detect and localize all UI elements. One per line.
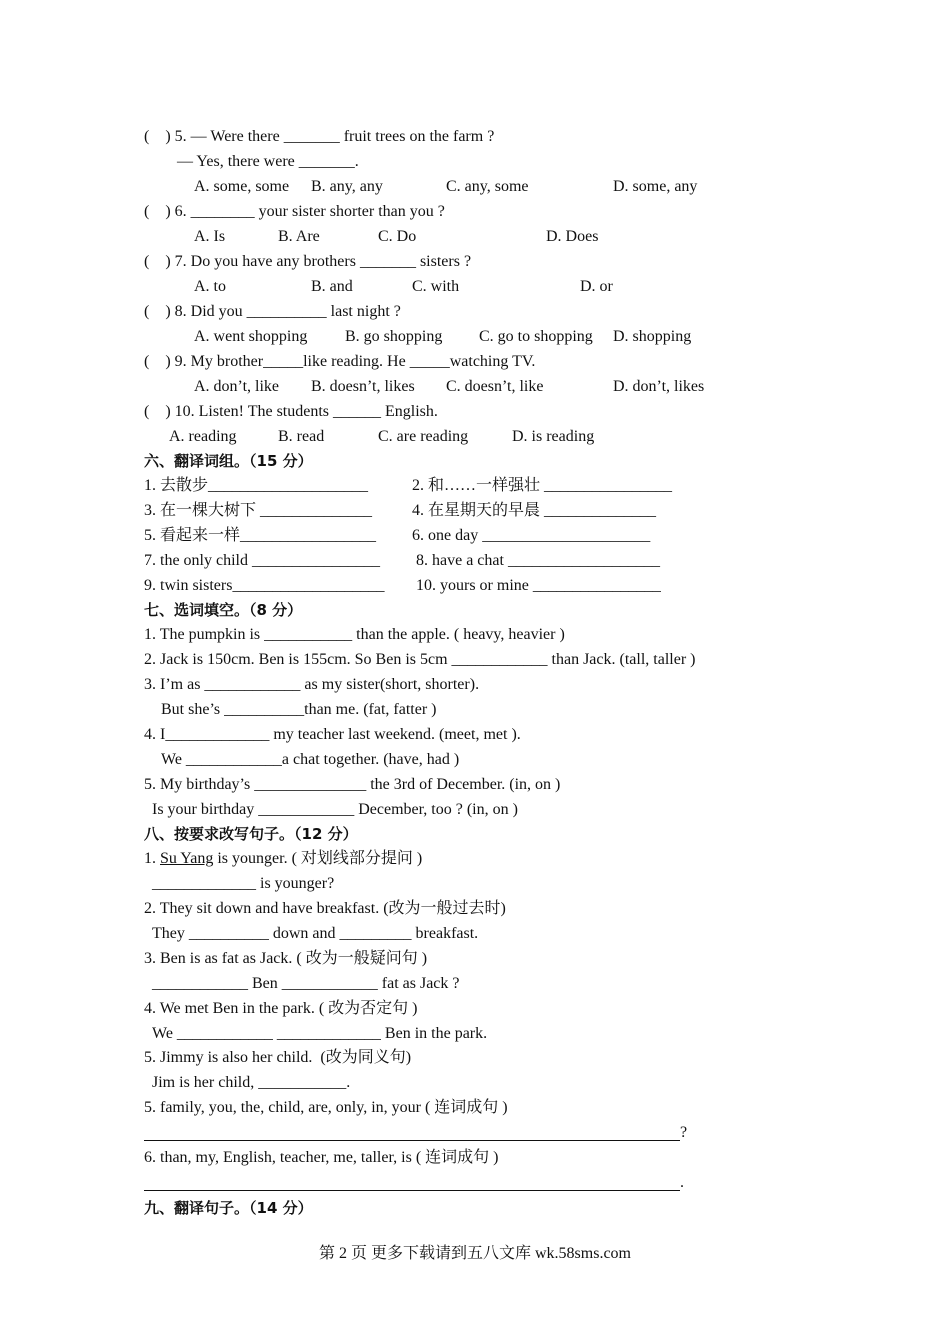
phrase-item: 9. twin sisters___________________ [144,577,385,594]
q9-stem: ( ) 9. My brother_____like reading. He _____watching TV. [144,353,536,370]
phrase-item: 8. have a chat ___________________ [416,552,660,569]
underlined-subject: Su Yang [160,850,214,867]
q5-option-b: B. any, any [311,178,383,195]
q9-option-d: D. don’t, likes [613,378,705,395]
fill-line: 3. I’m as ____________ as my sister(short, shorter). [144,676,480,693]
period-mark: . [680,1174,684,1191]
section-9-heading: 九、翻译句子。（14 分） [144,1199,313,1217]
q7-option-c: C. with [412,278,460,295]
page-footer: 第 2 页 更多下载请到五八文库 wk.58sms.com [318,1245,631,1262]
q1-rest: is younger. ( 对划线部分提问 ) [213,850,423,867]
q5-stem-answer: — Yes, there were _______. [177,153,359,170]
fill-line: 4. I_____________ my teacher last weekend. (meet, met ). [144,726,521,743]
rewrite-line: Jim is her child, ___________. [152,1074,351,1091]
q6-option-c: C. Do [378,228,417,245]
section-7-heading: 七、选词填空。（8 分） [144,601,303,619]
rewrite-line: _____________ is younger? [152,875,335,892]
phrase-item: 2. 和……一样强壮 ________________ [412,477,673,494]
q5-stem: ( ) 5. — Were there _______ fruit trees on the farm ? [144,128,495,145]
q5-option-c: C. any, some [446,178,529,195]
q9-option-a: A. don’t, like [194,378,280,395]
rewrite-line: They __________ down and _________ breakfast. [152,925,479,942]
q10-option-d: D. is reading [512,428,595,445]
answer-rule [144,1140,680,1141]
q6-option-b: B. Are [278,228,320,245]
section-8-heading: 八、按要求改写句子。（12 分） [144,825,358,843]
phrase-item: 3. 在一棵大树下 ______________ [144,502,373,519]
phrase-item: 7. the only child ________________ [144,552,380,569]
q8-option-c: C. go to shopping [479,328,593,345]
rewrite-line: 3. Ben is as fat as Jack. ( 改为一般疑问句 ) [144,950,428,967]
q10-option-a: A. reading [169,428,237,445]
q8-stem: ( ) 8. Did you __________ last night ? [144,303,401,320]
section-6-heading: 六、翻译词组。（15 分） [144,452,313,470]
fill-line: 5. My birthday’s ______________ the 3rd of December. (in, on ) [144,776,561,793]
fill-line: 2. Jack is 150cm. Ben is 155cm. So Ben is 5cm ____________ than Jack. (tall, taller ) [144,651,696,668]
question-mark: ? [680,1124,688,1141]
rewrite-line: 5. family, you, the, child, are, only, in, your ( 连词成句 ) [144,1099,508,1116]
q8-option-b: B. go shopping [345,328,443,345]
q5-option-d: D. some, any [613,178,698,195]
rewrite-line: 6. than, my, English, teacher, me, taller, is ( 连词成句 ) [144,1149,499,1166]
phrase-item: 5. 看起来一样_________________ [144,527,377,544]
phrase-item: 10. yours or mine ________________ [416,577,661,594]
q10-option-c: C. are reading [378,428,469,445]
q10-stem: ( ) 10. Listen! The students ______ English. [144,403,438,420]
rewrite-line: We ____________ _____________ Ben in the park. [152,1025,488,1042]
q7-option-d: D. or [580,278,613,295]
q6-option-d: D. Does [546,228,599,245]
fill-line: But she’s __________than me. (fat, fatter ) [161,701,437,718]
q6-stem: ( ) 6. ________ your sister shorter than you ? [144,203,445,220]
q7-option-b: B. and [311,278,353,295]
q8-option-a: A. went shopping [194,328,308,345]
q5-option-a: A. some, some [194,178,290,195]
q1-number: 1. [144,850,160,867]
phrase-item: 6. one day _____________________ [412,527,651,544]
q7-stem: ( ) 7. Do you have any brothers _______ sisters ? [144,253,472,270]
rewrite-q1 [144,849,422,869]
q10-option-b: B. read [278,428,325,445]
q9-option-b: B. doesn’t, likes [311,378,415,395]
phrase-item: 4. 在星期天的早晨 ______________ [412,502,657,519]
rewrite-line: ____________ Ben ____________ fat as Jack ? [152,975,460,992]
rewrite-line: 5. Jimmy is also her child. (改为同义句) [144,1049,412,1066]
rewrite-line: 2. They sit down and have breakfast. (改为一般过去时) [144,900,506,917]
fill-line: Is your birthday ____________ December, too ? (in, on ) [152,801,518,818]
rewrite-line: 4. We met Ben in the park. ( 改为否定句 ) [144,1000,418,1017]
q7-option-a: A. to [194,278,226,295]
fill-line: We ____________a chat together. (have, had ) [161,751,460,768]
q6-option-a: A. Is [194,228,226,245]
answer-rule [144,1190,680,1191]
q8-option-d: D. shopping [613,328,692,345]
fill-line: 1. The pumpkin is ___________ than the apple. ( heavy, heavier ) [144,626,565,643]
q9-option-c: C. doesn’t, like [446,378,544,395]
phrase-item: 1. 去散步____________________ [144,477,369,494]
